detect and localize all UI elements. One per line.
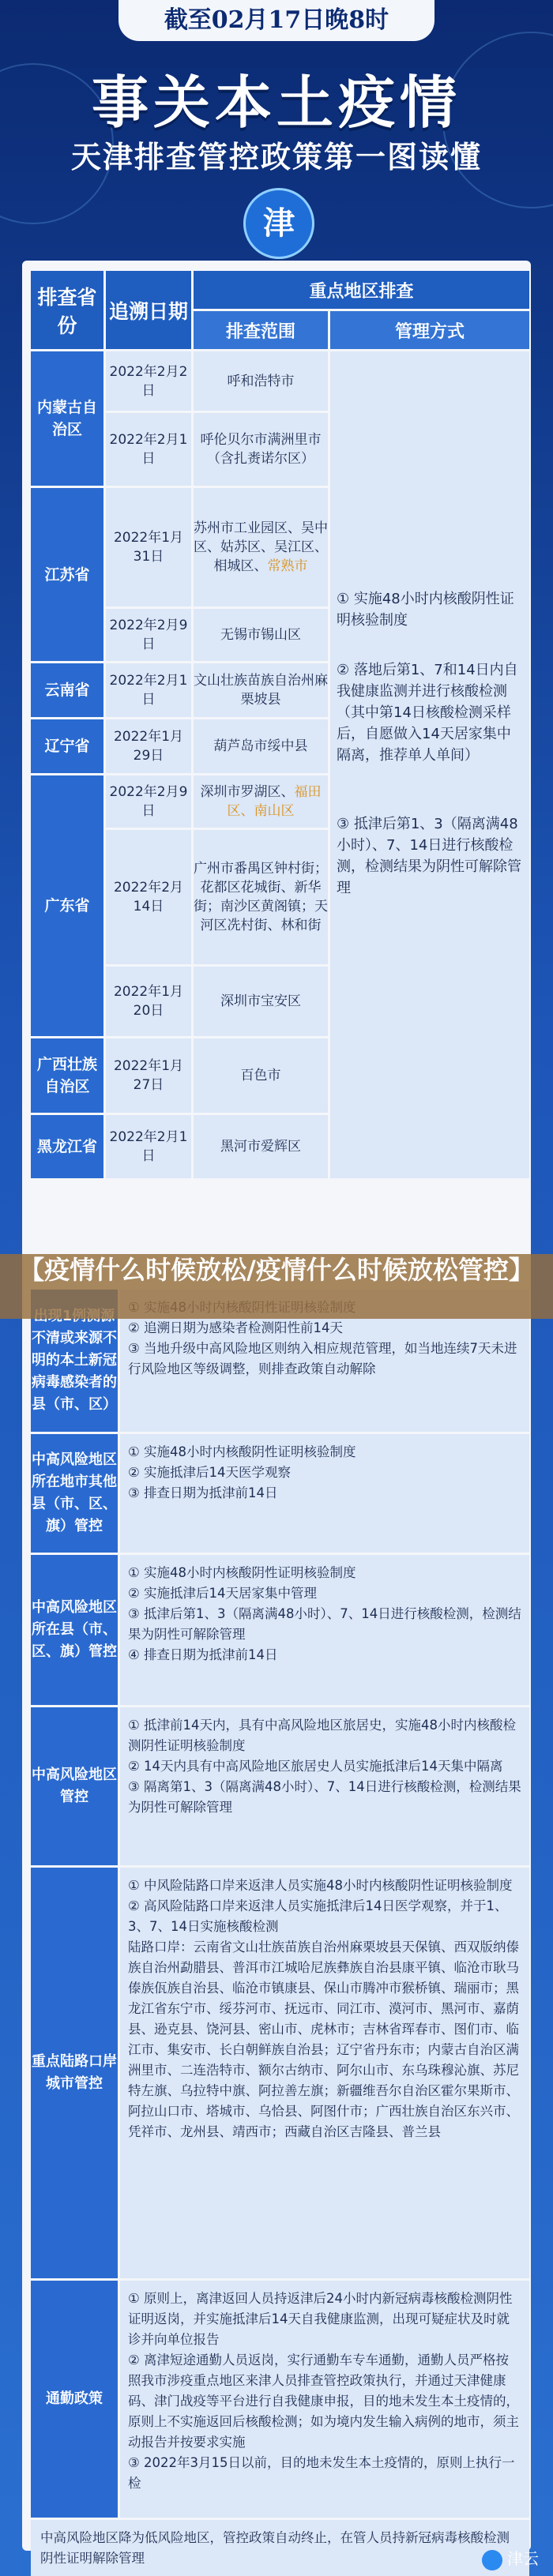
province-cell: 内蒙古自治区 xyxy=(31,351,103,486)
scope-highlight: 常熟市 xyxy=(267,558,308,574)
policy-category: 中高风险地区管控 xyxy=(31,1707,118,1865)
policy-line: ④ 排查日期为抵津前14日 xyxy=(128,1647,278,1662)
footer-note: 中高风险地区降为低风险地区，管控政策自动终止，在管人员持新冠病毒核酸检测阴性证明解除管理 xyxy=(31,2520,529,2576)
policy-line: ② 实施抵津后14天居家集中管理 xyxy=(128,1586,318,1601)
policy-body xyxy=(120,1868,529,2278)
mgmt-cell xyxy=(330,351,529,1178)
overlay-banner: 【疫情什么时候放松/疫情什么时候放松管控】 xyxy=(0,1254,553,1319)
policy-body xyxy=(120,2281,529,2518)
province-cell: 云南省 xyxy=(31,663,103,717)
mgmt-item: ② 落地后第1、7和14日内自我健康监测并进行核酸检测（其中第14日核酸检测采样后，自愿做入14天居家集中隔离，推荐单人单间） xyxy=(337,662,518,764)
date-cell: 2022年2月1日 xyxy=(106,1115,191,1178)
date-cell: 2022年2月1日 xyxy=(106,663,191,717)
policy-line: ③ 隔离第1、3（隔离满48小时）、7、14日进行核酸检测，检测结果为阴性可解除管理 xyxy=(128,1779,521,1815)
policy-body xyxy=(120,1434,529,1553)
scope-cell: 广州市番禺区钟村街；花都区花城街、新华街；南沙区黄阁镇；天河区冼村街、林和街 xyxy=(194,830,328,964)
date-cell: 2022年2月9日 xyxy=(106,609,191,661)
col-header-date: 追溯日期 xyxy=(106,271,191,349)
policy-line: ② 高风险陆路口岸来返津人员实施抵津后14日医学观察，并于1、3、7、14日实施核酸检测 xyxy=(128,1898,508,1934)
page-subtitle: 天津排查管控政策第一图读懂 xyxy=(70,140,482,175)
province-cell: 广西壮族自治区 xyxy=(31,1038,103,1113)
policy-line: ① 实施48小时内核酸阴性证明核验制度 xyxy=(128,1444,356,1459)
col-header-scope: 排查范围 xyxy=(194,311,328,349)
policy-table-lower xyxy=(28,1287,532,2576)
scope-cell: 深圳市宝安区 xyxy=(194,967,328,1036)
policy-category: 中高风险地区所在县（市、区、旗）管控 xyxy=(31,1555,118,1705)
policy-line: ③ 2022年3月15日以前，目的地未发生本土疫情的，原则上执行一检 xyxy=(128,2455,515,2491)
scope-highlight: 福田区、南山区 xyxy=(227,784,322,819)
province-cell: 江苏省 xyxy=(31,488,103,661)
scope-cell: 呼和浩特市 xyxy=(194,351,328,411)
policy-table xyxy=(28,268,532,1181)
province-cell: 黑龙江省 xyxy=(31,1115,103,1178)
brand-mark xyxy=(482,2546,539,2570)
date-cell: 2022年2月9日 xyxy=(106,775,191,828)
date-cell: 2022年1月20日 xyxy=(106,967,191,1036)
policy-line: ② 实施抵津后14天医学观察 xyxy=(128,1465,292,1480)
policy-line: ③ 排查日期为抵津前14日 xyxy=(128,1485,278,1500)
province-cell: 广东省 xyxy=(31,775,103,1036)
scope-cell: 葫芦岛市绥中县 xyxy=(194,719,328,773)
scope-cell: 文山壮族苗族自治州麻栗坡县 xyxy=(194,663,328,717)
policy-category: 通勤政策 xyxy=(31,2281,118,2518)
policy-line: ① 实施48小时内核酸阴性证明核验制度 xyxy=(128,1565,356,1580)
scope-cell xyxy=(194,775,328,828)
scope-cell: 无锡市锡山区 xyxy=(194,609,328,661)
policy-body xyxy=(120,1707,529,1865)
date-cell: 2022年2月1日 xyxy=(106,413,191,486)
date-cell: 2022年1月27日 xyxy=(106,1038,191,1113)
brand-name: 津云 xyxy=(507,2549,539,2568)
date-cell: 2022年2月2日 xyxy=(106,351,191,411)
date-banner: 截至02月17日晚8时 xyxy=(118,0,434,41)
policy-line: ① 中风险陆路口岸来返津人员实施48小时内核酸阴性证明核验制度 xyxy=(128,1878,513,1893)
policy-line: ① 原则上，离津返回人员持返津后24小时内新冠病毒核酸检测阴性证明返岗，并实施抵津后14天自我健康监测，出现可疑症状及时就诊并向单位报告 xyxy=(128,2291,513,2347)
date-cell: 2022年2月14日 xyxy=(106,830,191,964)
province-cell: 辽宁省 xyxy=(31,719,103,773)
policy-category: 不清或来源不明的本土新冠病毒感染者的县（市、区） xyxy=(31,1290,118,1432)
scope-cell: 百色市 xyxy=(194,1038,328,1113)
policy-line: ③ 抵津后第1、3（隔离满48小时）、7、14日进行核酸检测，检测结果为阴性可解除管理 xyxy=(128,1606,521,1642)
policy-line: 陆路口岸：云南省文山壮族苗族自治州麻栗坡县天保镇、西双版纳傣族自治州勐腊县、普洱市江城哈尼族彝族自治县康平镇、临沧市耿马傣族佤族自治县、临沧市镇康县、保山市腾冲市猴桥镇、瑞丽市；黑龙江省东宁市、绥芬河市、抚远市、同江市、漠河市、黑河市、嘉荫县、逊克县、饶河县、密山市、虎林市；吉林省珲春市、图们市、临江市、集安市、长白朝鲜族自治县；辽宁省丹东市；内蒙古自治区满洲里市、二连浩特市、额尔古纳市、阿尔山市、东乌珠穆沁旗、苏尼特左旗、乌拉特中旗、阿拉善左旗；新疆维吾尔自治区霍尔果斯市、阿拉山口市、塔城市、乌恰县、阿图什市；广西壮族自治区东兴市、凭祥市、龙州县、靖西市；西藏自治区吉隆县、普兰县 xyxy=(128,1940,519,2139)
scope-cell xyxy=(194,488,328,606)
col-header-group: 重点地区排查 xyxy=(194,271,529,309)
policy-line: ② 追溯日期为感染者检测阳性前14天 xyxy=(128,1320,344,1335)
col-header-province: 排查省份 xyxy=(31,271,103,349)
col-header-mgmt: 管理方式 xyxy=(330,311,529,349)
date-cell: 2022年1月29日 xyxy=(106,719,191,773)
policy-line: ① 抵津前14天内，具有中高风险地区旅居史，实施48小时内核酸检测阴性证明核验制度 xyxy=(128,1718,517,1753)
policy-line: ② 离津短途通勤人员返岗，实行通勤车专车通勤，通勤人员严格按照我市涉疫重点地区来津人员排查管控政策执行，并通过天津健康码、津门战疫等平台进行自我健康申报，目的地未发生本土疫情的，原则上不实施返回后核酸检测；如为境内发生输入病例的地市，须主动报告并按要求实施 xyxy=(128,2353,519,2450)
scope-cell: 呼伦贝尔市满洲里市（含扎赉诺尔区） xyxy=(194,413,328,486)
policy-line: ③ 当地升级中高风险地区则纳入相应规范管理，如当地连续7天未进行风险地区等级调整，则排查政策自动解除 xyxy=(128,1341,517,1376)
scope-text: 深圳市罗湖区、 xyxy=(200,784,295,800)
scope-cell: 黑河市爱辉区 xyxy=(194,1115,328,1178)
logo-badge: 津 xyxy=(243,188,314,259)
mgmt-item: ① 实施48小时内核酸阴性证明核验制度 xyxy=(337,591,514,629)
brand-icon xyxy=(482,2550,502,2570)
page-title: 事关本土疫情 xyxy=(91,69,461,136)
policy-category: 重点陆路口岸城市管控 xyxy=(31,1868,118,2278)
mgmt-item: ③ 抵津后第1、3（隔离满48小时）、7、14日进行核酸检测，检测结果为阴性可解除管理 xyxy=(337,816,521,896)
date-cell: 2022年1月31日 xyxy=(106,488,191,606)
policy-body xyxy=(120,1555,529,1705)
scope-text: 苏州市工业园区、吴中区、姑苏区、吴江区、相城区、 xyxy=(194,520,328,574)
policy-category: 中高风险地区所在地市其他县（市、区、旗）管控 xyxy=(31,1434,118,1553)
policy-line: ② 14天内具有中高风险地区旅居史人员实施抵津后14天集中隔离 xyxy=(128,1759,503,1774)
